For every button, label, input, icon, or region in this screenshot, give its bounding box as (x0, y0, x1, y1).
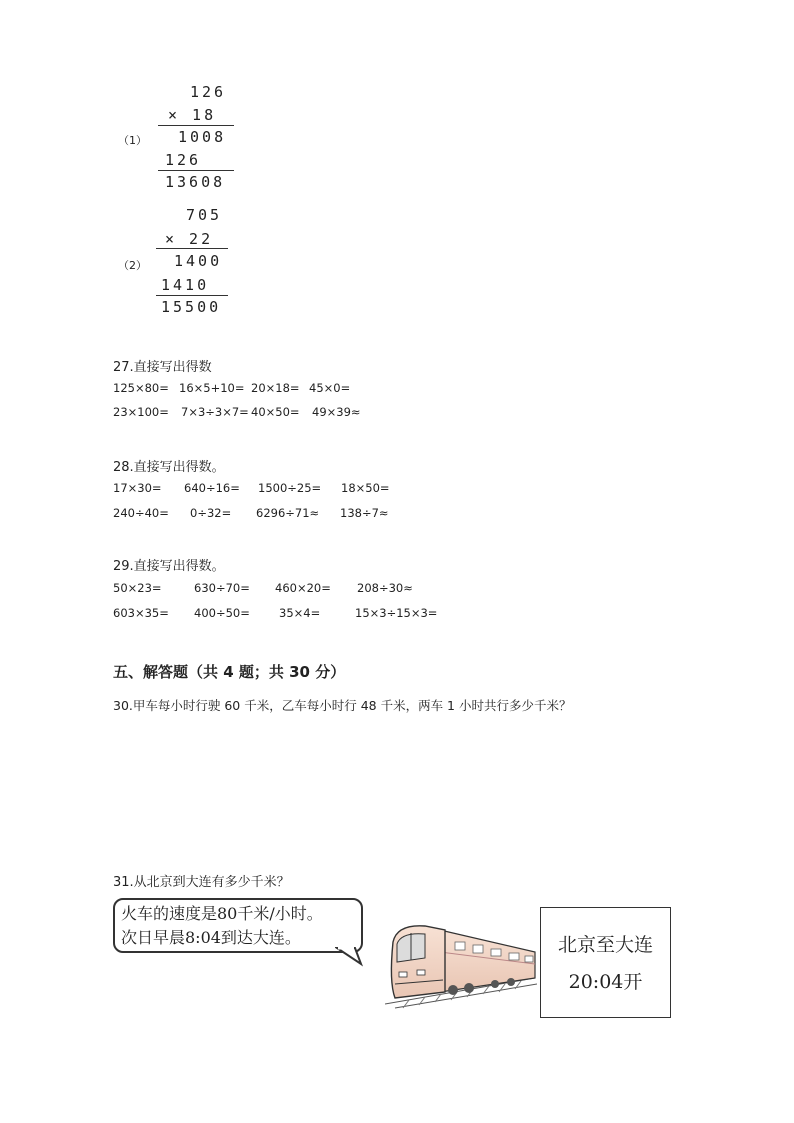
q29-item: 400÷50= (194, 606, 250, 620)
q27-item: 125×80= (113, 381, 169, 395)
calc-1-partial-2: 126 (165, 151, 202, 169)
calc-1-result: 13608 (165, 173, 226, 191)
speech-bubble-tail (335, 946, 365, 968)
bubble-line-1: 火车的速度是80千米/小时。 (121, 904, 323, 923)
q27-item: 40×50= (251, 405, 300, 419)
sign-line-2: 20:04开 (568, 971, 643, 993)
calc-1-label: （1） (118, 134, 147, 147)
question-28-title: 28.直接写出得数。 (113, 460, 225, 475)
q27-item: 23×100= (113, 405, 169, 419)
q28-item: 0÷32= (190, 506, 232, 520)
calc-2-label: （2） (118, 259, 147, 272)
departure-sign (540, 907, 671, 1018)
calc-1-partial-1: 1008 (178, 128, 227, 146)
q29-item: 15×3÷15×3= (355, 606, 438, 620)
q27-item: 16×5+10= (179, 381, 245, 395)
calc-2-line-2 (156, 295, 228, 296)
calc-2-partial-1: 1400 (174, 252, 223, 270)
section-five-title: 五、解答题（共 4 题；共 30 分） (113, 663, 346, 681)
calc-1-line-1 (158, 125, 234, 126)
q29-item: 603×35= (113, 606, 169, 620)
question-30-text: 30.甲车每小时行驶 60 千米，乙车每小时行 48 千米，两车 1 小时共行多少千米？ (113, 698, 572, 713)
q28-item: 18×50= (341, 481, 390, 495)
q27-item: 20×18= (251, 381, 300, 395)
calc-2-multiplier: × 22 (165, 230, 214, 248)
q28-item: 17×30= (113, 481, 162, 495)
question-29-title: 29.直接写出得数。 (113, 559, 225, 574)
question-27-title: 27.直接写出得数 (113, 360, 212, 375)
speech-bubble (113, 898, 363, 953)
q28-item: 640÷16= (184, 481, 240, 495)
calc-2-line-1 (156, 248, 228, 249)
q29-item: 208÷30≈ (357, 581, 413, 595)
sign-line-1: 北京至大连 (557, 934, 653, 956)
q29-item: 35×4= (279, 606, 321, 620)
calc-2-partial-2: 1410 (161, 276, 210, 294)
q27-item: 7×3÷3×7= (181, 405, 249, 419)
calc-1-line-2 (158, 170, 234, 171)
bubble-line-2: 次日早晨8:04到达大连。 (121, 928, 301, 947)
train-illustration (385, 912, 537, 1010)
calc-2-result: 15500 (161, 298, 222, 316)
q29-item: 630÷70= (194, 581, 250, 595)
calc-2-multiplicand: 705 (186, 206, 223, 224)
q28-item: 138÷7≈ (340, 506, 389, 520)
q28-item: 240÷40= (113, 506, 169, 520)
q27-item: 49×39≈ (312, 405, 361, 419)
calc-1-multiplicand: 126 (190, 83, 227, 101)
q28-item: 1500÷25= (258, 481, 322, 495)
q27-item: 45×0= (309, 381, 351, 395)
question-31-text: 31.从北京到大连有多少千米？ (113, 875, 290, 890)
calc-1-multiplier: × 18 (168, 106, 217, 124)
q29-item: 50×23= (113, 581, 162, 595)
q28-item: 6296÷71≈ (256, 506, 320, 520)
q29-item: 460×20= (275, 581, 331, 595)
